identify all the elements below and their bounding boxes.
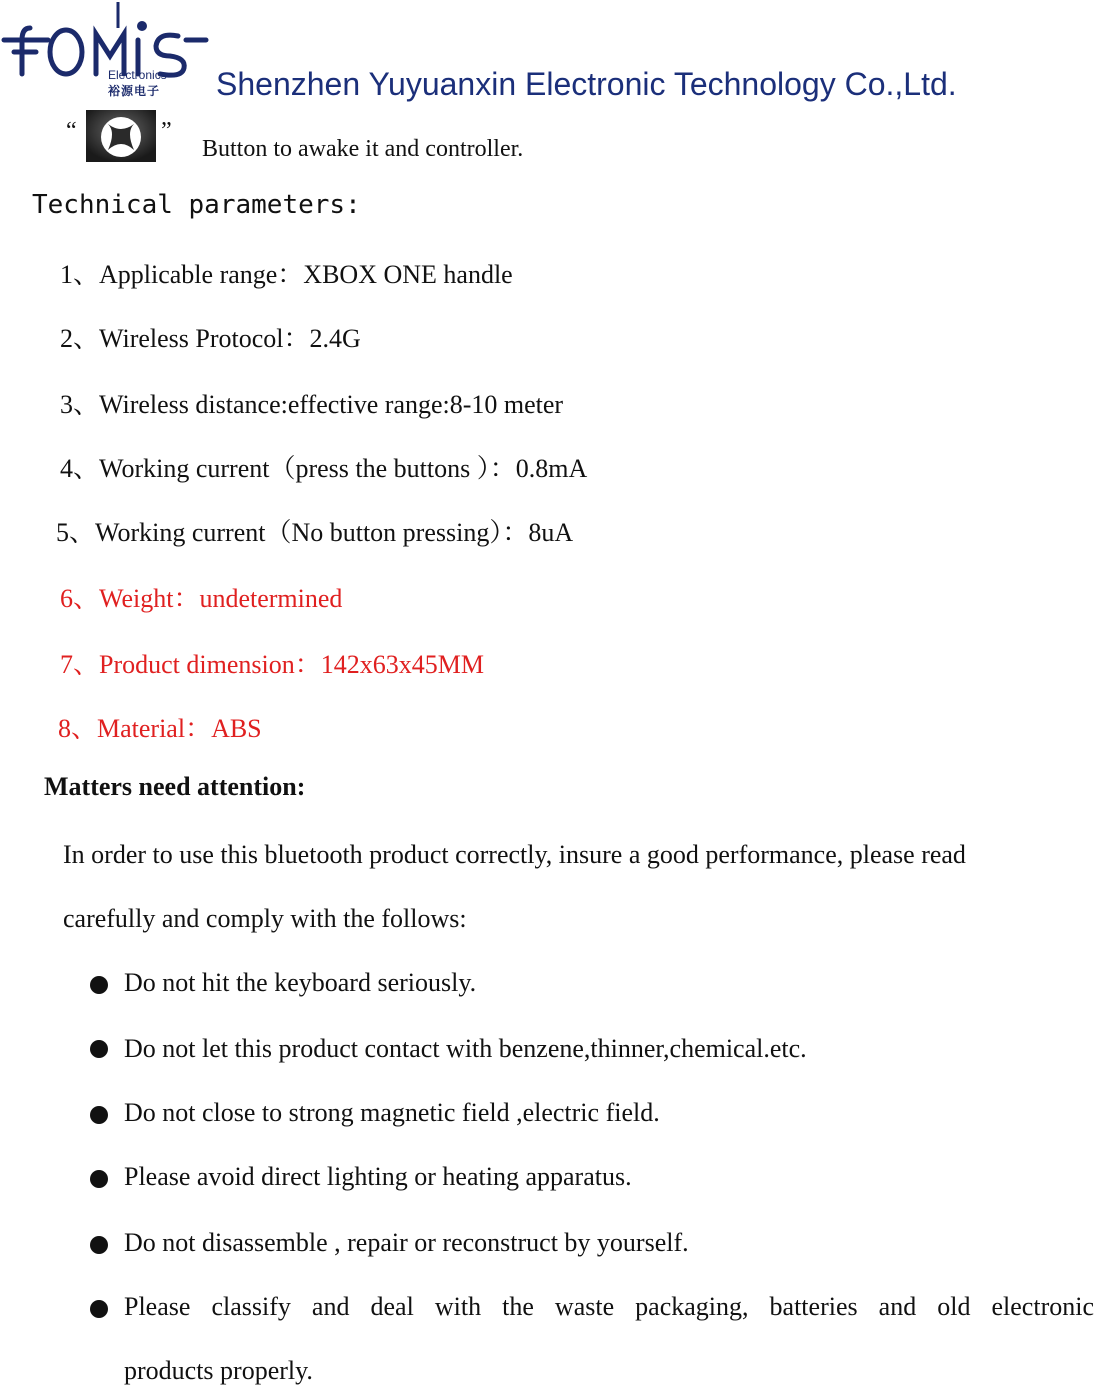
logo-subtitle-en: Electronics [108,68,167,82]
param-item-6: 6、Weight：undetermined [60,584,343,613]
matters-heading: Matters need attention: [44,772,306,801]
logo-subtitle-cn: 裕源电子 [108,84,161,98]
bullet-item-1: Do not hit the keyboard seriously. [124,968,477,997]
param-item-7: 7、Product dimension：142x63x45MM [60,650,484,679]
bullet-item-6: Please classify and deal with the waste packaging, batteries and old electronic [124,1292,1094,1321]
bullet-item-5: Do not disassemble , repair or reconstruct by yourself. [124,1228,689,1257]
matters-intro-line-2: carefully and comply with the follows: [63,904,467,933]
xbox-button-description: Button to awake it and controller. [202,136,524,162]
open-quote: “ [66,118,77,144]
company-name: Shenzhen Yuyuanxin Electronic Technology Co.,Ltd. [216,66,957,102]
bullet-dot [90,1106,108,1124]
param-item-1: 1、Applicable range：XBOX ONE handle [60,260,513,289]
bullet-dot [90,1040,108,1058]
fomis-logo-icon [0,0,210,100]
bullet-item-4: Please avoid direct lighting or heating apparatus. [124,1162,632,1191]
close-quote: ” [161,118,172,144]
bullet-dot [90,1170,108,1188]
bullet-item-6-continued: products properly. [124,1356,313,1385]
technical-parameters-heading: Technical parameters: [32,190,361,220]
param-item-3: 3、Wireless distance:effective range:8-10 meter [60,390,564,419]
bullet-dot [90,976,108,994]
matters-intro-line-1: In order to use this bluetooth product correctly, insure a good performance, please read [63,840,966,869]
param-item-8: 8、Material：ABS [58,714,262,743]
xbox-button-icon [86,110,156,162]
param-item-4: 4、Working current（press the buttons ）：0.8mA [60,454,588,483]
param-item-2: 2、Wireless Protocol：2.4G [60,324,361,353]
bullet-dot [90,1236,108,1254]
bullet-item-3: Do not close to strong magnetic field ,electric field. [124,1098,660,1127]
bullet-item-2: Do not let this product contact with benzene,thinner,chemical.etc. [124,1034,807,1063]
bullet-dot [90,1300,108,1318]
param-item-5: 5、Working current（No button pressing）：8uA [56,518,574,547]
